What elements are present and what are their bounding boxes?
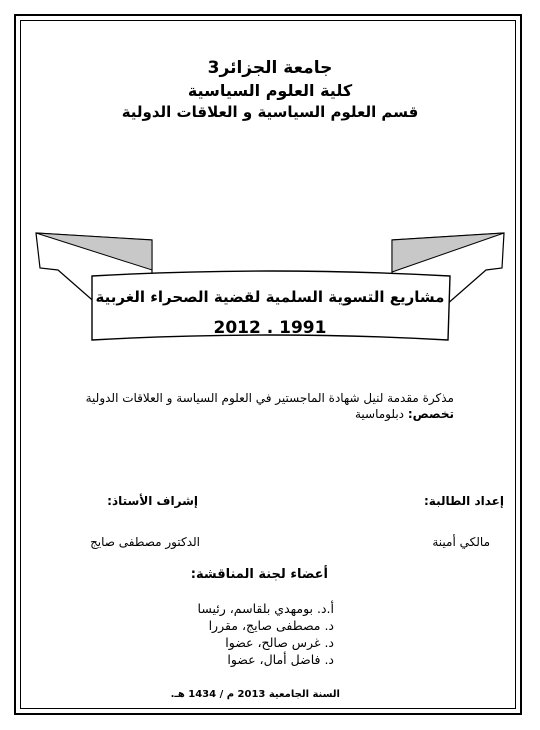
university-name: جامعة الجزائر3 [207, 58, 333, 78]
committee-member: د. مصطفى صايج، مقررا [208, 618, 334, 633]
department-name: قسم العلوم السياسية و العلاقات الدولية [121, 103, 419, 121]
committee-member: د. غرس صالح، عضوا [225, 635, 334, 650]
committee-member: د. فاضل أمال، عضوا [227, 652, 334, 667]
specialization-line [355, 407, 454, 421]
memo-description: مذكرة مقدمة لنيل شهادة الماجستير في العلوم السياسة و العلاقات الدولية [85, 391, 454, 405]
supervisor-name: الدكتور مصطفى صايج [90, 535, 200, 549]
academic-year: السنة الجامعية 2013 م / 1434 هـ. [170, 689, 340, 700]
thesis-period: 1991 . 2012 [213, 318, 327, 338]
specialization-label: تخصص: [407, 407, 454, 421]
faculty-name: كلية العلوم السياسية [187, 81, 353, 100]
student-name: مالكي أمينة [432, 535, 490, 549]
specialization-value: دبلوماسية [354, 407, 405, 421]
supervisor-label: إشراف الأستاذ: [107, 494, 198, 508]
committee-title: أعضاء لجنة المناقشة: [190, 567, 328, 582]
thesis-title: مشاريع التسوية السلمية لقضية الصحراء الغربية [95, 288, 445, 306]
student-label: إعداد الطالبة: [424, 494, 504, 508]
committee-member: أ.د. بومهدي بلقاسم، رئيسا [197, 601, 334, 616]
